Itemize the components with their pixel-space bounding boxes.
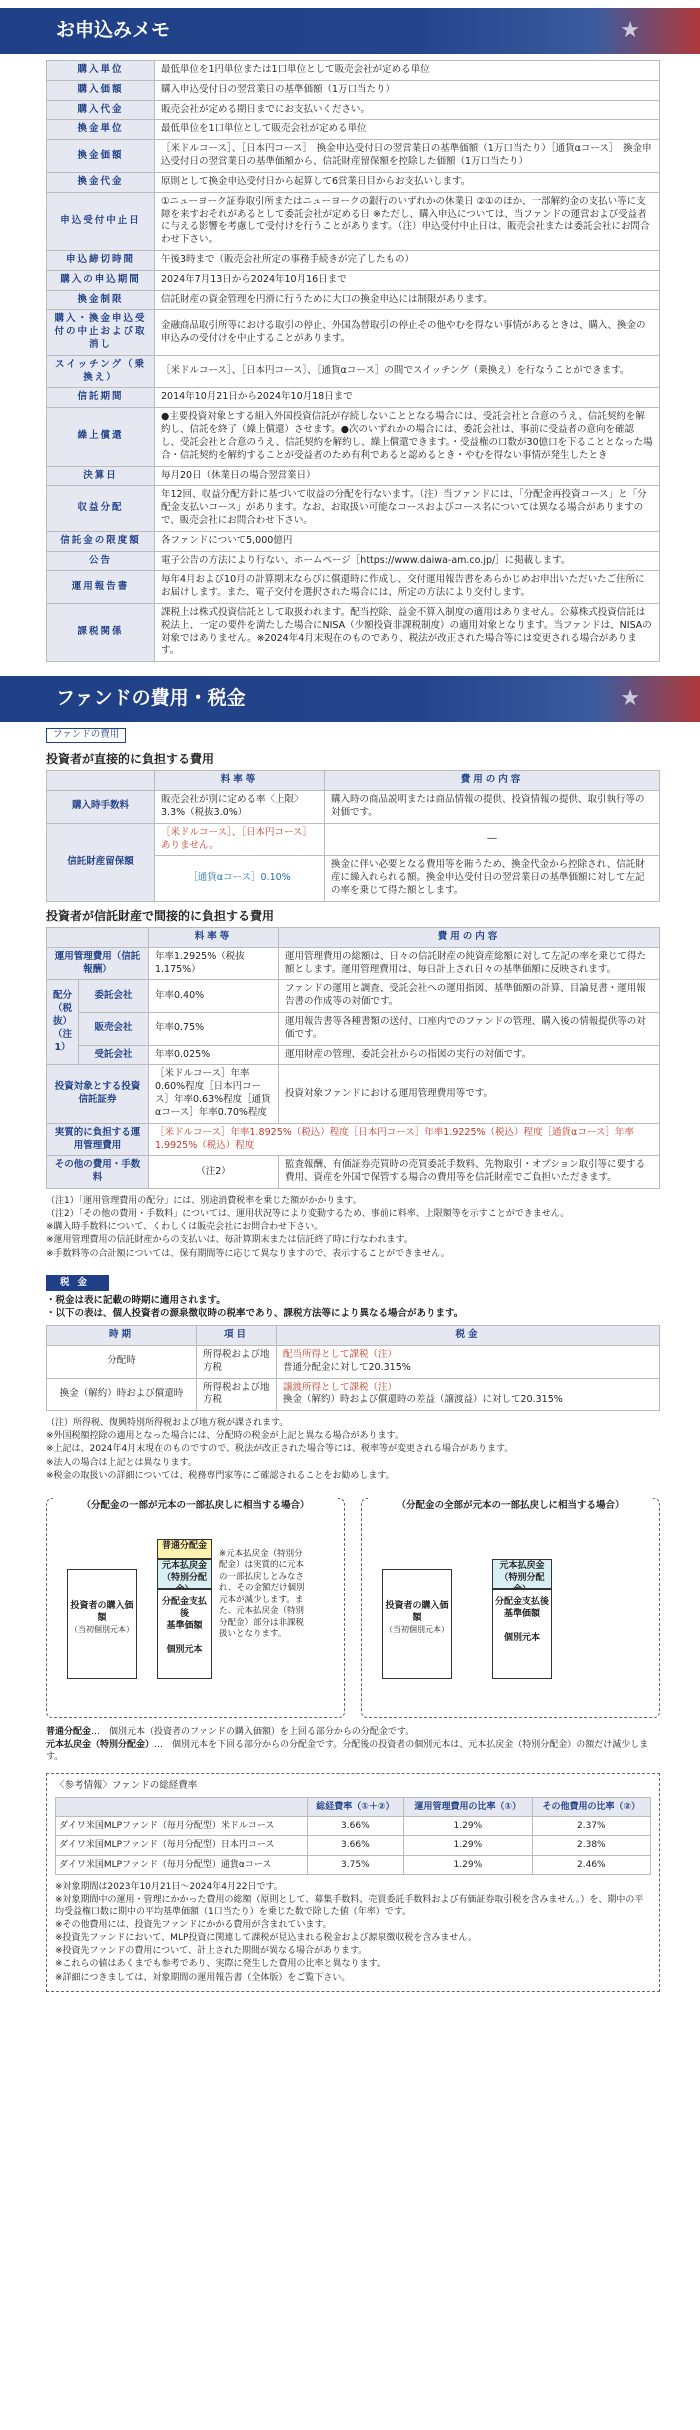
memo-row [47,172,660,192]
alloc-desc: 運用報告書等各種書類の送付、口座内でのファンドの管理、購入後の情報提供等の対価です。 [278,1013,659,1046]
tax-item: 所得税および地方税 [197,1378,277,1411]
mgmt-rate: 年率1.2925%（税抜1.175%） [148,947,278,980]
buy-price-sub: （当初個別元本） [385,1625,449,1635]
memo-row [47,604,660,662]
note: ※対象期間は2023年10月21日〜2024年4月22日です。 [55,1881,283,1892]
reserve-rate2: ［通貨αコース］0.10% [155,856,325,901]
ref-total: 3.66% [307,1817,403,1836]
memo-row [47,290,660,310]
memo-row-head: 公告 [47,551,155,571]
memo-row [47,408,660,466]
actual-rate: ［米ドルコース］年率1.8925%（税込）程度［日本円コース］年率1.9225%（税込）程度［通貨αコース］年率1.9925%（税込）程度 [148,1123,659,1156]
buy-fee-rate: 販売会社が別に定める率〈上限〉3.3%（税抜3.0%） [155,791,325,824]
memo-row-head: 換金代金 [47,172,155,192]
note: ※上記は、2024年4月末現在のものですので、税法が改正された場合等には、税率等が変更される場合があります。 [46,1444,514,1455]
tax-item: 所得税および地方税 [197,1345,277,1378]
memo-row-head: 信託金の限度額 [47,531,155,551]
tax-when: 換金（解約）時および償還時 [47,1378,197,1411]
indirect-title: 投資者が信託財産で間接的に負担する費用 [46,908,275,923]
reserve-h: 信託財産留保額 [47,823,155,901]
normal-div: 普通分配金 [157,1539,212,1559]
other-rate: （注2） [148,1156,278,1189]
after-div: 分配金支払後 [494,1596,549,1607]
memo-row-head: 購入価額 [47,80,155,100]
tax-bullet: ・以下の表は、個人投資者の源泉徴収時の税率であり、課税方法等により異なる場合があります。 [46,1308,464,1320]
ref-mgmt: 1.29% [404,1817,533,1836]
mgmt-desc: 運用管理費用の総額は、日々の信託財産の純資産総額に対して左記の率を乗じて得た額とします。運用管理費用は、毎日計上され日々の基準価額に反映されます。 [278,947,659,980]
tax-col: 項目 [197,1326,277,1346]
target-h: 投資対象とする投資信託証券 [47,1065,149,1123]
memo-row [47,551,660,571]
memo-row-value: 各ファンドについて5,000億円 [155,531,660,551]
memo-row [47,140,660,173]
refund: 元本払戻金（特別分配 [492,1559,552,1589]
memo-row-head: 繰上償還 [47,408,155,466]
base-price: 基準価額 [166,1621,203,1632]
indiv-principal: 個別元本 [503,1633,540,1644]
note: （注）所得税、復興特別所得税および地方税が課されます。 [46,1418,289,1429]
diagram-left [46,1498,345,1718]
memo-row-value: ①ニューヨーク証券取引所またはニューヨークの銀行のいずれかの休業日 ②①のほか、一部解約金の支払い等に支障を来すおそれがあるとして委託会社が定める日 ※ただし、購入申込については、当ファンドの運営および受益者に与える影響を考慮して受付けを行うことがあります。（注）申込受付中止日は、販売会社または委託会社にお問合わせ下さい。 [155,192,660,250]
note: ※詳細につきましては、対象期間の運用報告書（全体版）をご覧下さい。 [55,1972,351,1983]
memo-row [47,270,660,290]
other-desc: 監査報酬、有価証券売買時の売買委託手数料、先物取引・オプション取引等に要する費用、資産を外国で保管する場合の費用等を信託財産でご負担いただきます。 [278,1156,659,1189]
tax-bullet: ・税金は表に記載の時期に適用されます。 [46,1295,226,1307]
memo-row [47,250,660,270]
tax-rate: 換金（解約）時および償還時の差益（譲渡益）に対して20.315% [283,1394,563,1406]
note: ※購入時手数料について、くわしくは販売会社にお問合わせ下さい。 [46,1222,324,1233]
ref-other: 2.37% [532,1817,650,1836]
ref-mgmt: 1.29% [404,1836,533,1855]
col-rate: 料率等 [148,927,278,947]
buy-price: 投資者の購入価額 [385,1600,449,1623]
memo-table [46,60,660,662]
note: ※対象期間中の運用・管理にかかった費用の総額（原則として、募集手数料、売買委託手数料および有価証券取引税を含みません。）を、期中の平均受益権口数に期中の平均基準価額（1口当たり）を乗じた数で除した値（年率）です。 [55,1894,644,1917]
def1: … 個別元本（投資者のファンドの購入価額）を上回る部分からの分配金です。 [91,1726,415,1737]
alloc-rate: 年率0.40% [148,980,278,1013]
left-note: ※元本払戻金（特別分配金）は実質的に元本の一部払戻しとみなされ、その金額だけ個別元本が減少します。また、元本払戻金（特別分配金）部分は非課税扱いとなります。 [219,1548,305,1640]
memo-row-head: 信託期間 [47,388,155,408]
fees-title: ファンドの費用・税金 [56,687,246,710]
memo-row-head: 運用報告書 [47,571,155,604]
memo-row-value: 最低単位を1円単位または1口単位として販売会社が定める単位 [155,61,660,81]
tax-type: 譲渡所得として課税（注） [283,1381,398,1393]
memo-row-head: 換金制限 [47,290,155,310]
memo-row-value: 原則として換金申込受付日から起算して6営業日目からお支払いします。 [155,172,660,192]
ref-other: 2.38% [532,1836,650,1855]
memo-row [47,486,660,531]
fee-notes [46,1195,660,1260]
note: ※投資先ファンドにおいて、MLP投資に関連して課税が見込まれる税金および源泉徴収税を含みません。 [55,1933,477,1944]
def2-h: 元本払戻金（特別分配金） [46,1739,155,1750]
refund: 元本払戻金（特別分配 [157,1559,212,1589]
target-rate: ［米ドルコース］年率0.60%程度［日本円コース］年率0.63%程度［通貨αコース］年率0.70%程度 [148,1065,278,1123]
target-desc: 投資対象ファンドにおける運用管理費用等です。 [278,1065,659,1123]
memo-row [47,61,660,81]
tax-when: 分配時 [47,1345,197,1378]
memo-row-head: 申込締切時間 [47,250,155,270]
memo-row-head: 収益分配 [47,486,155,531]
memo-row-value: ●主要投資対象とする組入外国投資信託が存続しないこととなる場合には、受託会社と合意のうえ、信託契約を解約し、信託を終了（繰上償還）させます。●次のいずれかの場合には、委託会社は、事前に受益者の意向を確認し、受託会社と合意のうえ、信託契約を解約し、繰上償還できます。・受益権の口数が30億口を下ることとなった場合・信託契約を解約することが受益者のため有利であると認めるとき・やむを得ない事情が発生したとき [155,408,660,466]
alloc-desc: ファンドの運用と調査、受託会社への運用指図、基準価額の計算、目論見書・運用報告書の作成等の対価です。 [278,980,659,1013]
memo-row-value: 午後3時まで（販売会社所定の事務手続きが完了したもの） [155,250,660,270]
ref-name: ダイワ米国MLPファンド（毎月分配型）日本円コース [56,1836,308,1855]
buy-fee-h: 購入時手数料 [47,791,155,824]
ref-col: 運用管理費用の比率（①） [404,1798,533,1817]
note: ※運用管理費用の信託財産からの支払いは、毎計算期末または信託終了時に行なわれます。 [46,1235,413,1246]
memo-row-head: スイッチング（乗換え） [47,355,155,388]
tax-col: 税金 [277,1326,660,1346]
memo-row [47,80,660,100]
note: （注2）「その他の費用・手数料」については、運用状況等により変動するため、事前に料率、上限額等を示すことができません。 [46,1209,570,1220]
note: ※これらの値はあくまでも参考であり、実際に発生した費用の比率と異なります。 [55,1959,386,1970]
tax-label: 税金 [46,1275,109,1292]
buy-price-sub: （当初個別元本） [70,1625,134,1635]
diagram-right [361,1498,660,1718]
note: ※税金の取扱いの詳細については、税務専門家等にご確認されることをお勧めします。 [46,1470,395,1481]
memo-row-head: 決算日 [47,466,155,486]
other-h: その他の費用・手数料 [47,1156,149,1189]
col-desc: 費用の内容 [278,927,659,947]
ref-col [56,1798,308,1817]
ref-col: その他費用の比率（②） [532,1798,650,1817]
diagram-right-title: （分配金の全部が元本の一部払戻しに相当する場合） [368,1498,653,1515]
note: ※外国税額控除の適用となった場合には、分配時の税金が上記と異なる場合があります。 [46,1431,404,1442]
ref-box [46,1773,660,1992]
memo-row [47,355,660,388]
col-rate: 料率等 [155,771,325,791]
memo-row [47,388,660,408]
ref-name: ダイワ米国MLPファンド（毎月分配型）通貨αコース [56,1855,308,1874]
buy-fee-desc: 購入時の商品説明または商品情報の提供、投資情報の提供、取引執行等の対価です。 [325,791,660,824]
memo-row-head: 購入単位 [47,61,155,81]
memo-row-value: 購入申込受付日の翌営業日の基準価額（1万口当たり） [155,80,660,100]
memo-row-value: 年12回、収益分配方針に基づいて収益の分配を行ないます。（注）当ファンドには、「分配金再投資コース」と「分配金支払いコース」があります。なお、お取扱い可能なコースおよびコース名については異なる場合がありますので、販売会社にお問合わせ下さい。 [155,486,660,531]
base-price: 基準価額 [503,1608,540,1619]
note: （注1）「運用管理費用の配分」には、別途消費税率を乗じた額がかかります。 [46,1195,362,1206]
memo-row-value: 金融商品取引所等における取引の停止、外国為替取引の停止その他やむを得ない事情があるときは、購入、換金の申込みの受付けを中止することがあります。 [155,310,660,355]
memo-row [47,571,660,604]
alloc-h: 配分（税抜）（注1） [47,980,79,1065]
col-desc: 費用の内容 [325,771,660,791]
memo-row [47,310,660,355]
memo-row-value: 2014年10月21日から2024年10月18日まで [155,388,660,408]
def2: … 個別元本を下回る部分からの分配金です。分配後の投資者の個別元本は、元本払戻金（特別分配金）の額だけ減少します。 [46,1739,649,1763]
indirect-fee-table [46,927,660,1189]
actual-h: 実質的に負担する運用管理費用 [47,1123,149,1156]
tax-rate: 普通分配金に対して20.315% [283,1361,411,1373]
ref-name: ダイワ米国MLPファンド（毎月分配型）米ドルコース [56,1817,308,1836]
memo-banner [0,8,700,54]
memo-row-value: 課税上は株式投資信託として取扱われます。配当控除、益金不算入制度の適用はありません。公募株式投資信託は税法上、一定の要件を満たした場合にNISA（少額投資非課税制度）の適用対象となります。当ファンドは、NISAの対象ではありません。※2024年4月末現在のものであり、税法が改正された場合等には変更される場合があります。 [155,604,660,662]
note: ※投資先ファンドの費用について、計上された期間が異なる場合があります。 [55,1946,368,1957]
after-div: 分配金支払後 [161,1596,207,1619]
memo-row-value: 販売会社が定める期日までにお支払いください。 [155,100,660,120]
ref-table [55,1797,651,1875]
memo-row-head: 申込受付中止日 [47,192,155,250]
alloc-who: 販売会社 [79,1013,149,1046]
def1-h: 普通分配金 [46,1726,92,1737]
ref-title: 〈参考情報〉ファンドの総経費率 [55,1780,198,1792]
memo-row-head: 換金単位 [47,120,155,140]
memo-row-value: 毎月20日（休業日の場合翌営業日） [155,466,660,486]
memo-row [47,531,660,551]
memo-row-value: ［米ドルコース］、［日本円コース］ 換金申込受付日の翌営業日の基準価額（1万口当たり）［通貨αコース］ 換金申込受付日の翌営業日の基準価額から、信託財産留保額を控除した価額（1万口当たり） [155,140,660,173]
memo-row [47,100,660,120]
memo-row [47,466,660,486]
note: ※その他費用には、投資先ファンドにかかる費用が含まれています。 [55,1920,332,1931]
direct-title: 投資者が直接的に負担する費用 [46,752,215,767]
memo-row-head: 課税関係 [47,604,155,662]
memo-row-head: 購入代金 [47,100,155,120]
alloc-rate: 年率0.75% [148,1013,278,1046]
memo-row-value: ［米ドルコース］、［日本円コース］、［通貨αコース］の間でスイッチング（乗換え）を行なうことができます。 [155,355,660,388]
fees-tag: ファンドの費用 [46,728,126,743]
ref-total: 3.75% [307,1855,403,1874]
ref-mgmt: 1.29% [404,1855,533,1874]
distribution-diagram [46,1498,660,1718]
memo-row-head: 購入の申込期間 [47,270,155,290]
diagram-left-title: （分配金の一部が元本の一部払戻しに相当する場合） [53,1498,338,1515]
memo-row [47,120,660,140]
memo-row [47,192,660,250]
buy-price: 投資者の購入価額 [70,1600,134,1623]
memo-title: お申込みメモ [56,19,171,41]
memo-row-head: 購入・換金申込受付の中止および取消し [47,310,155,355]
reserve-desc1: ― [325,823,660,856]
memo-row-value: 最低単位を1口単位として販売会社が定める単位 [155,120,660,140]
note: ※手数料等の合計額については、保有期間等に応じて異なりますので、表示することができません。 [46,1248,450,1259]
mgmt-h: 運用管理費用（信託報酬） [47,947,149,980]
alloc-rate: 年率0.025% [148,1045,278,1065]
memo-row-value: 信託財産の資金管理を円滑に行うために大口の換金申込には制限があります。 [155,290,660,310]
alloc-desc: 運用財産の管理、委託会社からの指図の実行の対価です。 [278,1045,659,1065]
tax-notes [46,1417,660,1482]
reserve-rate1: ［米ドルコース］、［日本円コース］ありません。 [155,823,325,856]
indiv-principal: 個別元本 [166,1645,203,1656]
star-icon: ★ [620,18,640,43]
memo-row-head: 換金価額 [47,140,155,173]
ref-total: 3.66% [307,1836,403,1855]
fees-banner [0,676,700,722]
direct-fee-table [46,770,660,902]
star-icon: ★ [620,686,640,712]
memo-row-value: 2024年7月13日から2024年10月16日まで [155,270,660,290]
note: ※法人の場合は上記とは異なります。 [46,1457,197,1468]
ref-other: 2.46% [532,1855,650,1874]
tax-type: 配当所得として課税（注） [283,1348,398,1360]
memo-row-value: 電子公告の方法により行ない、ホームページ［https://www.daiwa-am.co.jp/］に掲載します。 [155,551,660,571]
alloc-who: 受託会社 [79,1045,149,1065]
reserve-desc2: 換金に伴い必要となる費用等を賄うため、換金代金から控除され、信託財産に繰入れられる額。換金申込受付日の翌営業日の基準価額に対して左記の率を乗じて得た額とします。 [325,856,660,901]
tax-col: 時期 [47,1326,197,1346]
tax-table [46,1325,660,1411]
memo-row-value: 毎年4月および10月の計算期末ならびに償還時に作成し、交付運用報告書をあらかじめお申出いただいたご住所にお届けします。また、電子交付を選択された場合には、所定の方法により交付します。 [155,571,660,604]
ref-col: 総経費率（①＋②） [307,1798,403,1817]
alloc-who: 委託会社 [79,980,149,1013]
